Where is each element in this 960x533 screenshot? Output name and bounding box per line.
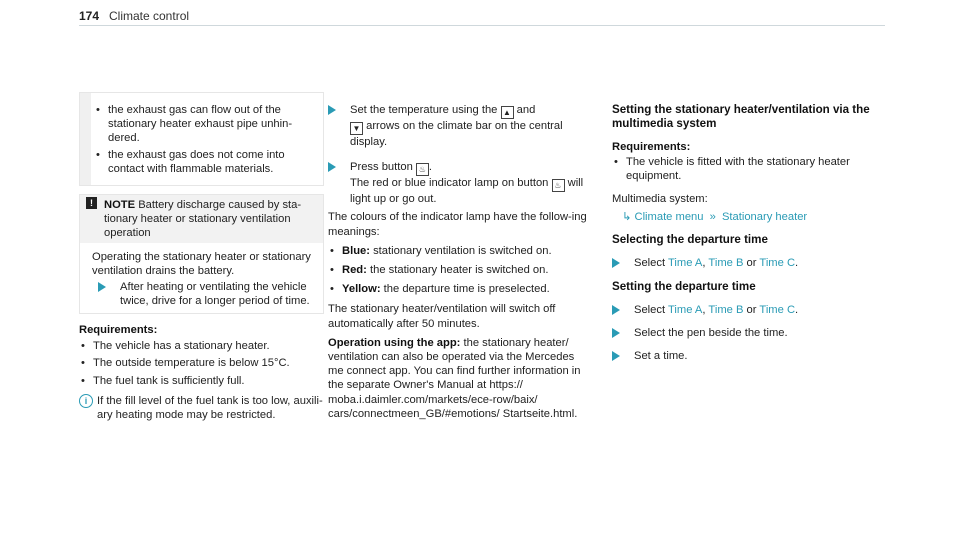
requirements <box>79 323 324 422</box>
step-select-time <box>612 303 882 317</box>
note-box <box>79 194 324 314</box>
arrow-up-key-icon: ▲ <box>501 106 514 119</box>
list-item <box>328 244 590 258</box>
colours-list <box>328 244 590 297</box>
step-text: Press button <box>350 161 413 174</box>
step-text: arrows on the climate bar on the central display. <box>350 120 563 148</box>
arrow-down-key-icon: ▼ <box>350 122 363 135</box>
step-set-temperature <box>328 103 590 149</box>
step-press-button <box>328 160 590 206</box>
app-paragraph <box>328 336 590 421</box>
note-header <box>80 195 323 243</box>
list-item: • The fuel tank is sufficiently full. <box>79 374 324 388</box>
note-header-text <box>104 198 316 241</box>
step-text: After heating or ventilating the vehicle twice, drive for a longer period of time. <box>120 281 310 308</box>
multimedia-label: Multimedia system: <box>612 193 708 206</box>
exhaust-list <box>94 103 316 176</box>
step-text: or <box>746 256 757 269</box>
nav-path <box>612 210 882 224</box>
section-heading: Setting the stationary heater/ventilation via the multimedia system <box>612 103 870 131</box>
colour-text: stationary ventilation is switched on. <box>373 244 552 257</box>
exclamation-icon: ! <box>86 197 97 209</box>
step-select-time <box>612 256 882 270</box>
note-body: Operating the stationary heater or stationary ventilation drains the battery. <box>92 251 311 278</box>
column-2 <box>328 103 590 421</box>
colour-label: Red: <box>342 264 367 277</box>
colours-intro: The colours of the indicator lamp have the follow-ing meanings: <box>328 211 587 238</box>
requirements-list <box>612 155 882 183</box>
step-text: Set the temperature using the <box>350 104 498 116</box>
column-3 <box>612 103 882 364</box>
step-text: , <box>702 256 706 269</box>
requirements-title: Requirements: <box>79 324 158 336</box>
requirements-list <box>79 339 324 388</box>
step-set-time <box>612 349 882 363</box>
step-arrow-icon <box>328 162 336 172</box>
exhaust-box <box>79 92 324 186</box>
note-title: NOTE <box>104 199 136 211</box>
nav-separator-icon: » <box>709 211 716 224</box>
time-a-option[interactable]: Time A <box>668 256 703 269</box>
page-header <box>79 6 885 26</box>
app-text: the stationary heater/ ventilation can also be operated via the Mercedes me connect app. You can find further information in the separate Owner's Manual at https:// moba.i.daimler.com/markets/ece-row/baix/ cars/connectmeen_GB/#emotions/ Startseite.html. <box>328 336 581 420</box>
list-item: • the exhaust gas does not come into contact with flammable materials. <box>94 148 316 176</box>
header-divider <box>79 25 885 26</box>
list-item <box>328 263 590 277</box>
list-item <box>328 282 590 296</box>
step-text: . <box>795 256 799 269</box>
departure-heading: Selecting the departure time <box>612 233 768 247</box>
step-text: . <box>428 161 433 174</box>
section-title: Climate control <box>109 9 190 23</box>
app-label: Operation using the app: <box>328 336 461 349</box>
step-select-pen <box>612 326 882 340</box>
box-side-bar <box>80 93 91 185</box>
page-number: 174 <box>79 9 100 23</box>
step-text: The red or blue indicator lamp on button <box>350 177 549 190</box>
nav-stationary-heater[interactable]: Stationary heater <box>721 211 808 224</box>
heater-button-icon: ♨ <box>416 163 429 176</box>
step-text: and <box>516 104 536 116</box>
step-arrow-icon <box>98 282 106 292</box>
time-b-option[interactable]: Time B <box>708 304 744 317</box>
list-item: • The vehicle has a stationary heater. <box>79 339 324 353</box>
step-text: or <box>746 304 757 317</box>
step-arrow-icon <box>612 305 620 315</box>
list-item: • The outside temperature is below 15°C. <box>79 356 324 370</box>
step-arrow-icon <box>328 105 336 115</box>
step-arrow-icon <box>612 328 620 338</box>
setting-heading: Setting the departure time <box>612 279 756 293</box>
colour-label: Blue: <box>342 244 370 257</box>
time-a-option[interactable]: Time A <box>668 304 703 317</box>
colour-label: Yellow: <box>342 283 381 296</box>
colour-text: the departure time is preselected. <box>383 283 550 296</box>
list-item: • The vehicle is fitted with the stationary heater equipment. <box>612 155 882 183</box>
step-text: Set a time. <box>634 350 688 363</box>
note-step <box>98 280 335 308</box>
time-c-option[interactable]: Time C <box>759 256 796 269</box>
step-arrow-icon <box>612 258 620 268</box>
note-text: Battery discharge caused by sta-tionary heater or stationary ventilation operation <box>104 199 302 240</box>
step-text: Select <box>634 304 666 317</box>
list-item: • the exhaust gas can flow out of the stationary heater exhaust pipe unhin-dered. <box>94 103 316 146</box>
requirements-title: Requirements: <box>612 141 691 154</box>
step-text: will light up or go out. <box>350 177 584 206</box>
step-text: Select the pen beside the time. <box>634 327 788 340</box>
step-arrow-icon <box>612 351 620 361</box>
step-text: Select <box>634 256 666 269</box>
info-text: If the fill level of the fuel tank is too low, auxili-ary heating mode may be restricted. <box>97 394 323 422</box>
nav-climate-menu[interactable]: Climate menu <box>634 211 704 224</box>
heater-button-icon: ♨ <box>552 179 565 192</box>
colour-text: the stationary heater is switched on. <box>369 264 549 277</box>
info-icon: i <box>79 394 93 408</box>
auto-off-text: The stationary heater/ventilation will switch off automatically after 50 minutes. <box>328 303 556 330</box>
info-note <box>79 394 324 422</box>
time-c-option[interactable]: Time C <box>759 304 796 317</box>
step-text: . <box>795 304 799 317</box>
nav-arrow-icon: ↳ <box>622 211 632 224</box>
time-b-option[interactable]: Time B <box>708 256 744 269</box>
step-text: , <box>702 304 706 317</box>
